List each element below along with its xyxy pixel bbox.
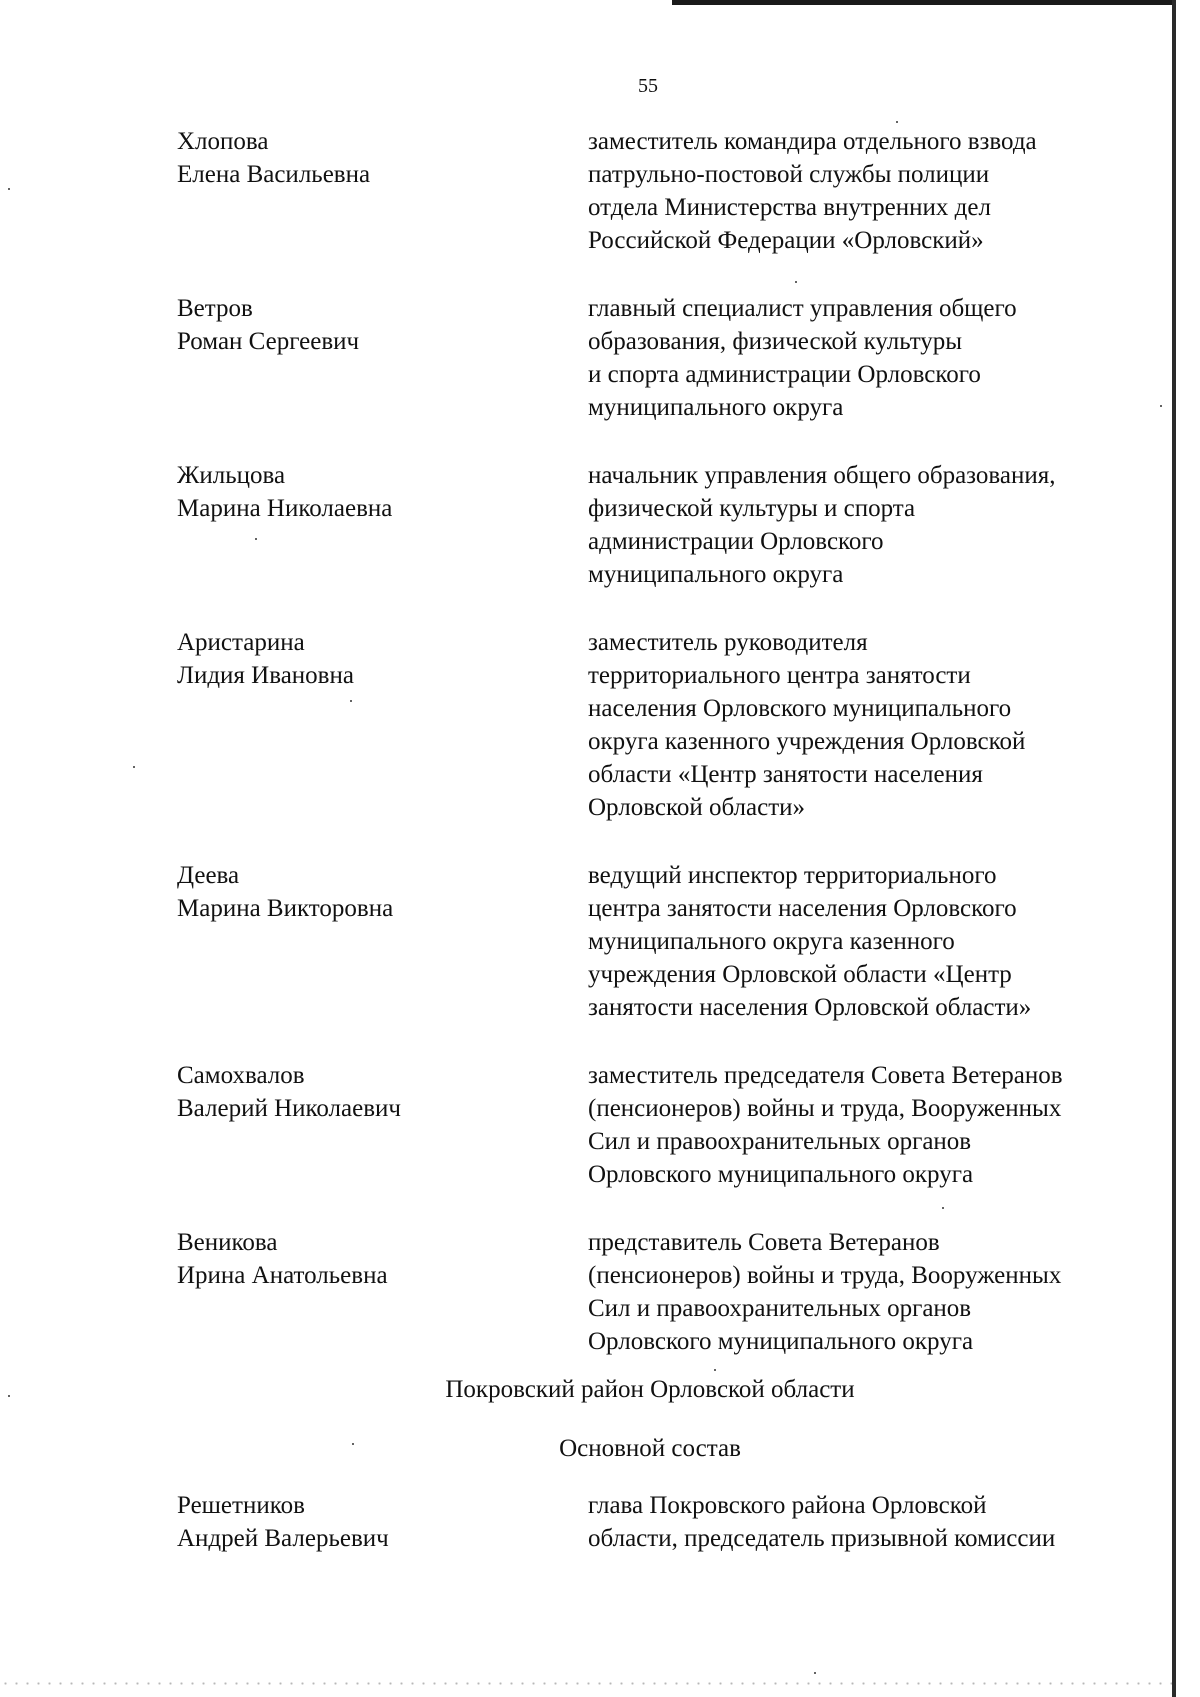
member-surname: Хлопова bbox=[177, 128, 269, 155]
member-role: главный специалист управления общего образования, физической культуры и спорта администрации Орловского муниципального округа bbox=[588, 295, 1017, 421]
scan-speck bbox=[8, 188, 10, 190]
member-role: глава Покровского района Орловской области, председатель призывной комиссии bbox=[588, 1492, 1056, 1552]
member-given-names: Ирина Анатольевна bbox=[177, 1262, 388, 1289]
member-role: представитель Совета Ветеранов (пенсионеров) войны и труда, Вооруженных Сил и правоохранительных органов Орловского муниципального округа bbox=[588, 1229, 1062, 1355]
member-entry bbox=[177, 626, 1137, 824]
member-name bbox=[177, 1059, 588, 1125]
member-surname: Аристарина bbox=[177, 629, 305, 656]
member-surname: Веникова bbox=[177, 1229, 278, 1256]
member-role: ведущий инспектор территориального центра занятости населения Орловского муниципального округа казенного учреждения Орловской области «Центр занятости населения Орловской области» bbox=[588, 862, 1032, 1021]
member-name bbox=[177, 125, 588, 191]
member-entry bbox=[177, 1226, 1137, 1358]
member-given-names: Марина Викторовна bbox=[177, 895, 394, 922]
member-name bbox=[177, 859, 588, 925]
district-heading: Покровский район Орловской области bbox=[445, 1376, 855, 1403]
member-entry bbox=[177, 459, 1137, 591]
composition-heading: Основной состав bbox=[559, 1435, 741, 1462]
members-list bbox=[177, 125, 1137, 1393]
member-role: заместитель руководителя территориального центра занятости населения Орловского муниципального округа казенного учреждения Орловской области «Центр занятости населения Орловской области» bbox=[588, 629, 1026, 821]
member-name bbox=[177, 292, 588, 358]
member-given-names: Марина Николаевна bbox=[177, 495, 393, 522]
member-role: заместитель председателя Совета Ветеранов (пенсионеров) войны и труда, Вооруженных Сил и правоохранительных органов Орловского муниципального округа bbox=[588, 1062, 1063, 1188]
scan-speck bbox=[1160, 405, 1162, 407]
member-entry bbox=[177, 125, 1137, 257]
scan-noise-bottom bbox=[0, 1682, 1172, 1685]
member-surname: Самохвалов bbox=[177, 1062, 305, 1089]
member-given-names: Лидия Ивановна bbox=[177, 662, 354, 689]
member-surname: Ветров bbox=[177, 295, 253, 322]
page-number: 55 bbox=[638, 75, 658, 97]
scan-speck bbox=[814, 1672, 816, 1674]
member-name bbox=[177, 1489, 588, 1555]
member-name bbox=[177, 626, 588, 692]
member-given-names: Валерий Николаевич bbox=[177, 1095, 401, 1122]
member-role: заместитель командира отдельного взвода патрульно-постовой службы полиции отдела Министерства внутренних дел Российской Федерации «Орловский» bbox=[588, 128, 1037, 254]
member-entry bbox=[177, 1059, 1137, 1191]
member-entry bbox=[177, 859, 1137, 1024]
member-surname: Деева bbox=[177, 862, 240, 889]
member-given-names: Роман Сергеевич bbox=[177, 328, 360, 355]
scan-speck bbox=[133, 766, 135, 768]
member-surname: Жильцова bbox=[177, 462, 286, 489]
member-role: начальник управления общего образования, физической культуры и спорта администрации Орловского муниципального округа bbox=[588, 462, 1056, 588]
member-given-names: Елена Васильевна bbox=[177, 161, 371, 188]
member-entry bbox=[177, 292, 1137, 424]
scan-speck bbox=[896, 121, 898, 123]
scan-border-top bbox=[672, 0, 1172, 5]
member-name bbox=[177, 459, 588, 525]
district-member-entry bbox=[177, 1489, 1137, 1555]
member-given-names: Андрей Валерьевич bbox=[177, 1525, 389, 1552]
member-name bbox=[177, 1226, 588, 1292]
member-surname: Решетников bbox=[177, 1492, 305, 1519]
